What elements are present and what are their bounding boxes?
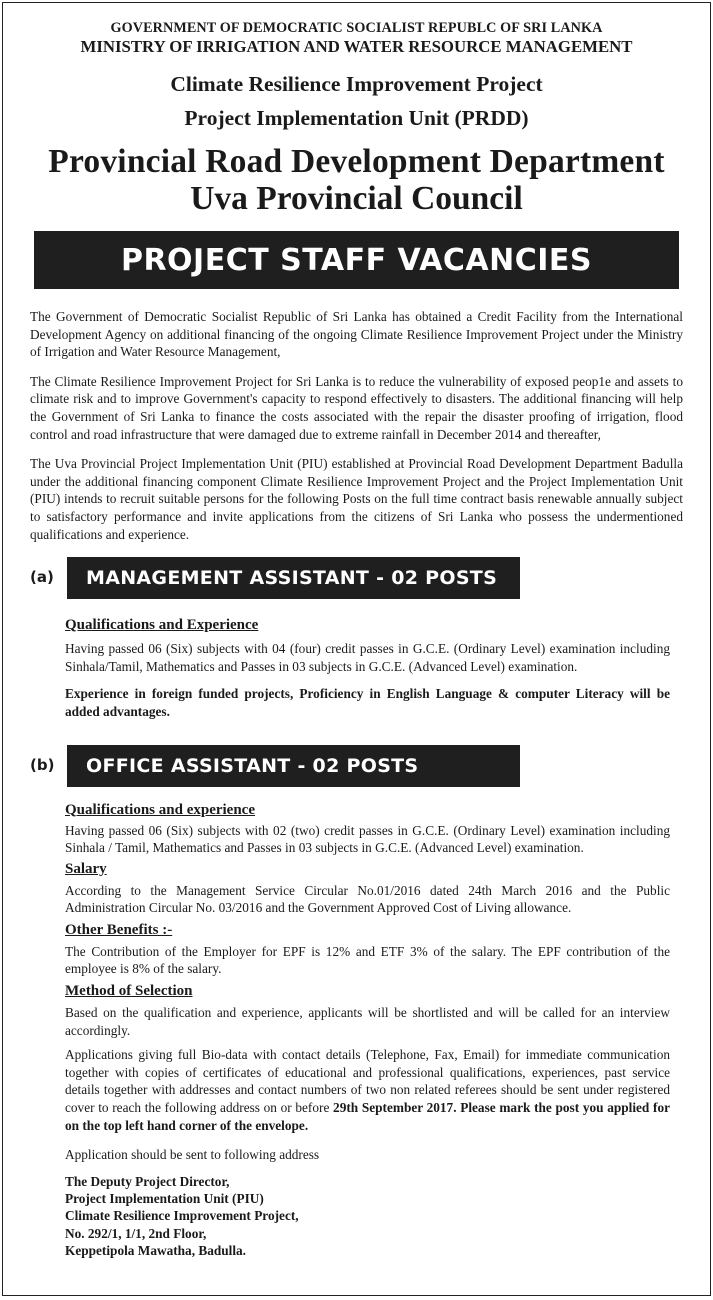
ministry-heading: MINISTRY OF IRRIGATION AND WATER RESOURCE MANAGEMENT (80, 37, 633, 56)
application-text-regular: Applications giving full Bio-data with contact details (Telephone, Fax, Email) for immediate communication together with copies of certificates of educational and professional qualifications, experiences, past service details together with addresses and contact numbers of two non related referees should be sent under registered cover to reach the following address on or before (65, 1047, 670, 1116)
section-b-title: OFFICE ASSISTANT - 02 POSTS (67, 745, 520, 787)
intro-paragraph-2: The Climate Resilience Improvement Project for Sri Lanka is to reduce the vulnerability of exposed peop1e and assets to climate risk and to improve Government's capacity to respond effectively to disasters. The additional financing will help the Government of Sri Lanka to finance the costs associated with the repair the disaster proofing of irrigation, flood control and road infrastructure that were damaged due to extreme rainfall in December 2014 and thereafter, (30, 373, 683, 442)
section-b-header (3, 745, 710, 785)
selection-heading: Method of Selection (65, 983, 193, 1000)
council-heading: Uva Provincial Council (190, 180, 523, 217)
section-a-body (65, 616, 670, 720)
unit-heading: Project Implementation Unit (PRDD) (184, 106, 529, 130)
address-line-1: The Deputy Project Director, (65, 1173, 230, 1189)
address-line-5: Keppetipola Mawatha, Badulla. (65, 1243, 247, 1258)
benefits-heading: Other Benefits :- (65, 921, 173, 938)
intro-paragraph-3: The Uva Provincial Project Implementation Unit (PIU) established at Provincial Road Development Department Badulla under the additional financing component Climate Resilience Improvement Project and the Project Implementation Unit (PIU) intends to recruit suitable persons for the following Posts on the full time contract basis renewable annually subject to satisfactory performance and invite applications from the citizens of Sri Lanka who possess the undermentioned qualifications and experience. (30, 456, 683, 542)
application-text (65, 1046, 670, 1134)
project-heading: Climate Resilience Improvement Project (170, 72, 543, 96)
section-a-header (3, 557, 710, 597)
selection-text: Based on the qualification and experience, applicants will be shortlisted and will be called for an interview accordingly. (65, 1005, 670, 1038)
advertisement-page (2, 2, 711, 1296)
government-heading: GOVERNMENT OF DEMOCRATIC SOCIALIST REPUBLC OF SRI LANKA (110, 20, 603, 36)
intro-paragraph-1: The Government of Democratic Socialist Republic of Sri Lanka has obtained a Credit Facility from the International Development Agency on additional financing of the ongoing Climate Resilience Improvement Project under the Ministry of Irrigation and Water Resource Management, (30, 309, 683, 360)
section-b-qualifications-heading: Qualifications and experience (65, 801, 255, 818)
address-intro: Application should be sent to following address (65, 1147, 320, 1163)
vacancies-banner: PROJECT STAFF VACANCIES (34, 231, 679, 289)
section-a-title: MANAGEMENT ASSISTANT - 02 POSTS (67, 557, 520, 599)
address-block (65, 1173, 670, 1259)
address-line-3: Climate Resilience Improvement Project, (65, 1208, 299, 1224)
section-a-qualifications-heading: Qualifications and Experience (65, 617, 259, 634)
salary-heading: Salary (65, 860, 107, 877)
section-a-advantages-text: Experience in foreign funded projects, Proficiency in English Language & computer Literacy will be added advantages. (65, 686, 670, 719)
section-a-letter: (a) (30, 568, 54, 587)
address-line-2: Project Implementation Unit (PIU) (65, 1191, 264, 1207)
section-a-qualifications-text: Having passed 06 (Six) subjects with 04 (four) credit passes in G.C.E. (Ordinary Level) examination including Sinhala/Tamil, Mathematics and Passes in 03 subjects in G.C.E. (Advanced Level) examination. (65, 641, 670, 674)
application-deadline: 29th September 2017. Please mark the post you applied for on the top left hand corner of the envelope. (65, 1100, 670, 1133)
benefits-text: The Contribution of the Employer for EPF is 12% and ETF 3% of the salary. The EPF contribution of the employee is 8% of the salary. (65, 943, 670, 977)
intro-section (30, 308, 683, 543)
department-heading: Provincial Road Development Department (48, 143, 665, 180)
section-b-qualifications-text: Having passed 06 (Six) subjects with 02 (two) credit passes in G.C.E. (Ordinary Level) examination including Sinhala / Tamil, Mathematics and Passes in 03 subjects in G.C.E. (Advanced Level) examination. (65, 822, 670, 856)
address-line-4: No. 292/1, 1/1, 2nd Floor, (65, 1225, 207, 1241)
section-b-letter: (b) (30, 755, 55, 774)
section-b-body (65, 801, 670, 1260)
salary-text: According to the Management Service Circular No.01/2016 dated 24th March 2016 and the Public Administration Circular No. 03/2016 and the Government Approved Cost of Living allowance. (65, 882, 670, 916)
